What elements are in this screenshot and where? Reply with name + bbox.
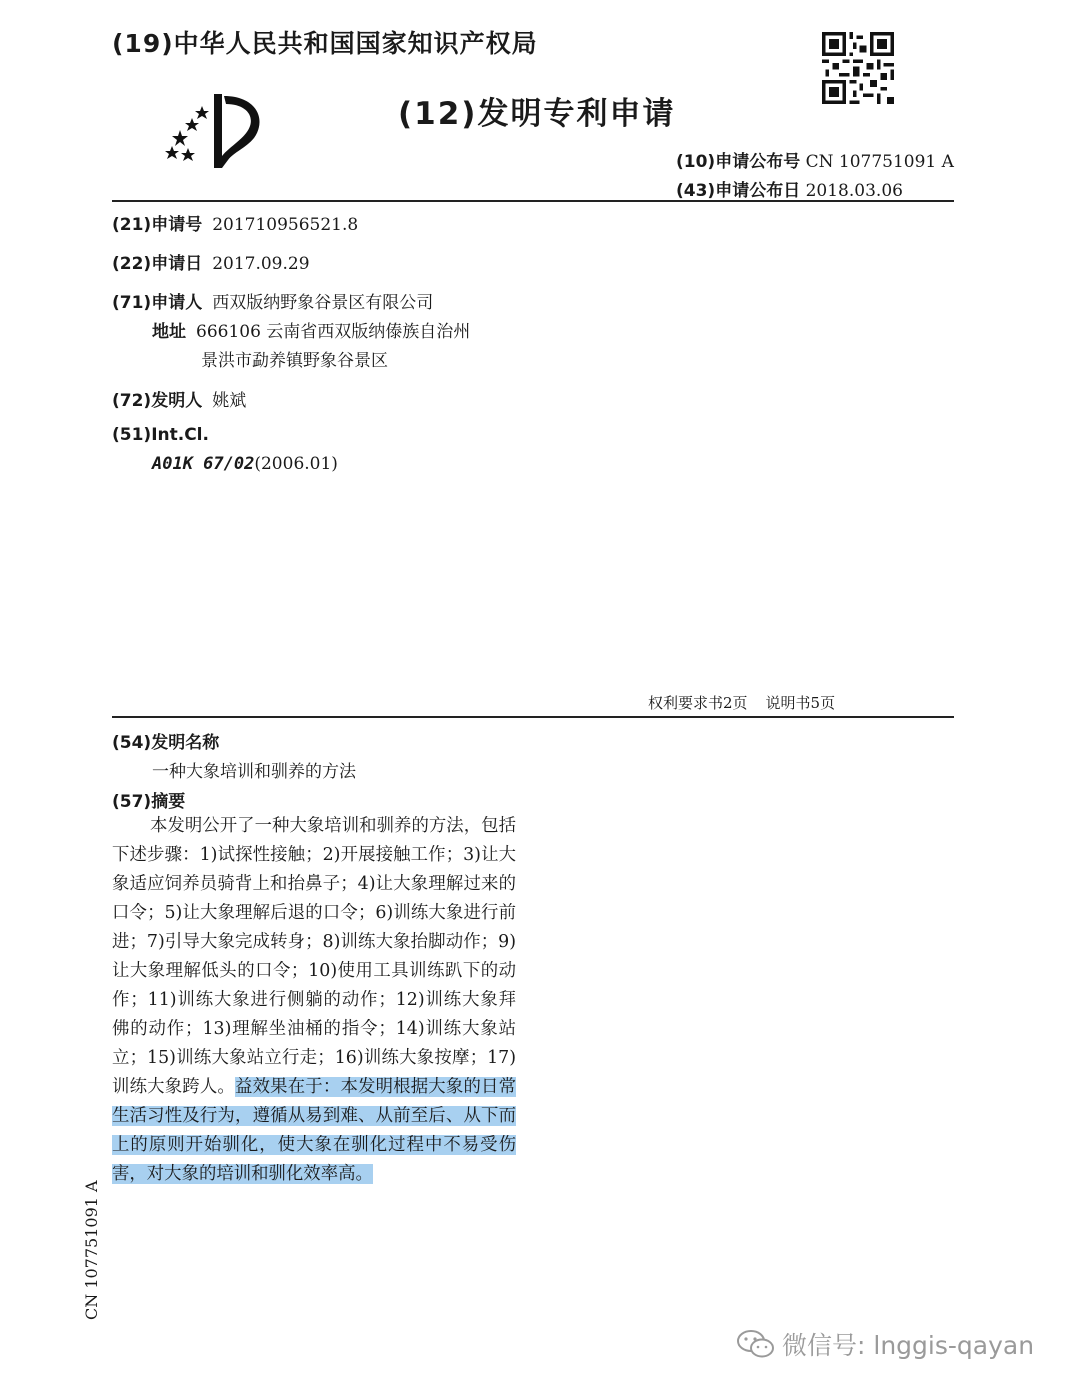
application-date-label: (22)申请日	[112, 254, 203, 274]
abstract-section	[112, 787, 195, 812]
address-label: 地址	[152, 322, 186, 342]
address-line-2: 景洪市勐养镇野象谷景区	[201, 351, 388, 371]
inventor-value: 姚斌	[212, 391, 247, 411]
intcl-version: (2006.01)	[254, 454, 338, 474]
wechat-icon	[736, 1329, 776, 1359]
application-number-value: 201710956521.8	[212, 215, 359, 235]
applicant-label: (71)申请人	[112, 293, 203, 313]
document-type-title: (12)发明专利申请	[398, 96, 676, 132]
application-date-value: 2017.09.29	[212, 254, 310, 274]
publication-date-label: (43)申请公布日	[676, 181, 801, 201]
publication-date-value: 2018.03.06	[805, 181, 903, 201]
invention-title-label: (54)发明名称	[112, 733, 220, 753]
abstract-label: (57)摘要	[112, 792, 186, 812]
publication-number-value: CN 107751091 A	[805, 152, 954, 172]
wechat-watermark	[736, 1326, 1034, 1362]
intcl-code: A01K 67/02	[152, 454, 255, 474]
watermark-text: 微信号: lnggis-qayan	[782, 1331, 1035, 1360]
abstract-text[interactable]	[112, 812, 516, 1189]
header-divider	[112, 200, 954, 202]
publication-number-label: (10)申请公布号	[676, 152, 801, 172]
claims-page-count: 权利要求书2页	[648, 694, 748, 712]
inventor	[112, 386, 246, 411]
inventor-label: (72)发明人	[112, 391, 203, 411]
publication-date	[676, 176, 903, 201]
address-line-1: 666106 云南省西双版纳傣族自治州	[196, 322, 471, 342]
description-page-count: 说明书5页	[765, 694, 836, 712]
page-counts	[648, 692, 853, 713]
applicant	[112, 288, 433, 313]
patent-office-logo-icon	[162, 90, 272, 172]
abstract-body: 本发明公开了一种大象培训和驯养的方法，包括下述步骤：1)试探性接触；2)开展接触工作；3)让大象适应饲养员骑背上和抬鼻子；4)让大象理解过来的口令；5)让大象理解后退的口令；6)训练大象进行前进；7)引导大象完成转身；8)训练大象抬脚动作；9)让大象理解低头的口令；10)使用工具训练趴下的动作；11)训练大象进行侧躺的动作；12)训练大象拜佛的动作；13)理解坐油桶的指令；14)训练大象站立；15)训练大象站立行走；16)训练大象按摩；17)训练大象跨人。	[112, 816, 516, 1097]
abstract-highlighted-selection[interactable]: 益效果在于：本发明根据大象的日常生活习性及行为，遵循从易到难、从前至后、从下而上的原则开始驯化，使大象在驯化过程中不易受伤害，对大象的培训和驯化效率高。	[112, 1077, 516, 1184]
publication-number	[676, 147, 954, 172]
side-publication-number: CN 107751091 A	[82, 1180, 101, 1320]
section-divider	[112, 716, 954, 718]
invention-title-section	[112, 728, 229, 753]
international-classification	[112, 425, 219, 445]
invention-title: 一种大象培训和驯养的方法	[152, 762, 356, 782]
applicant-value: 西双版纳野象谷景区有限公司	[212, 293, 434, 313]
classification-code	[152, 454, 338, 474]
qr-code-icon	[822, 32, 894, 104]
issuing-office: (19)中华人民共和国国家知识产权局	[112, 29, 538, 58]
applicant-address-line-2	[201, 346, 388, 371]
application-number	[112, 210, 358, 235]
intcl-label: (51)Int.Cl.	[112, 425, 209, 445]
applicant-address	[152, 317, 470, 342]
application-number-label: (21)申请号	[112, 215, 203, 235]
application-date	[112, 249, 310, 274]
